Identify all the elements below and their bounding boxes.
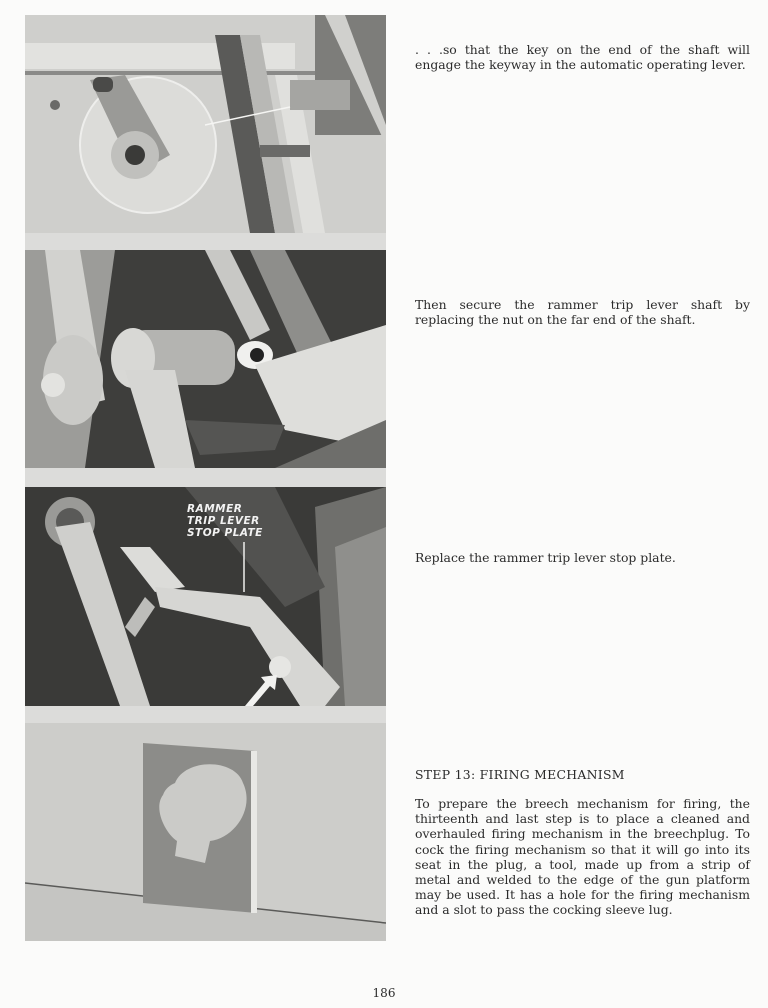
caption-shaft-key: . . .so that the key on the end of the shaft will engage the keyway in the automatic operating lever. — [415, 42, 750, 73]
photo-trip-lever-shaft-image — [25, 250, 386, 468]
callout-line: STOP PLATE — [187, 527, 263, 539]
photo-callout-label — [187, 503, 263, 539]
photo-shaft-key-image — [25, 15, 386, 233]
photo-divider — [25, 233, 386, 250]
page-number: 186 — [372, 986, 396, 1000]
photo-divider — [25, 468, 386, 487]
caption-trip-lever-shaft: Then secure the rammer trip lever shaft by replacing the nut on the far end of the shaft. — [415, 297, 750, 328]
photo-column — [25, 15, 386, 941]
photo-cocking-tool — [25, 723, 386, 941]
caption-firing-mechanism: To prepare the breech mechanism for firing, the thirteenth and last step is to place a cleaned and overhauled firing mechanism in the breechplug. To cock the firing mechanism so that it will go into its seat in the plug, a tool, made up from a strip of metal and welded to the edge of the gun platform may be used. It has a hole for the firing mechanism and a slot to pass the cocking sleeve lug. — [415, 796, 750, 918]
callout-line: RAMMER — [187, 503, 243, 515]
photo-cocking-tool-image — [25, 723, 386, 941]
photo-shaft-key — [25, 15, 386, 233]
step-heading: STEP 13: FIRING MECHANISM — [415, 767, 625, 782]
caption-stop-plate: Replace the rammer trip lever stop plate. — [415, 550, 676, 565]
callout-line: TRIP LEVER — [187, 515, 260, 527]
photo-trip-lever-shaft — [25, 250, 386, 468]
photo-divider — [25, 706, 386, 723]
